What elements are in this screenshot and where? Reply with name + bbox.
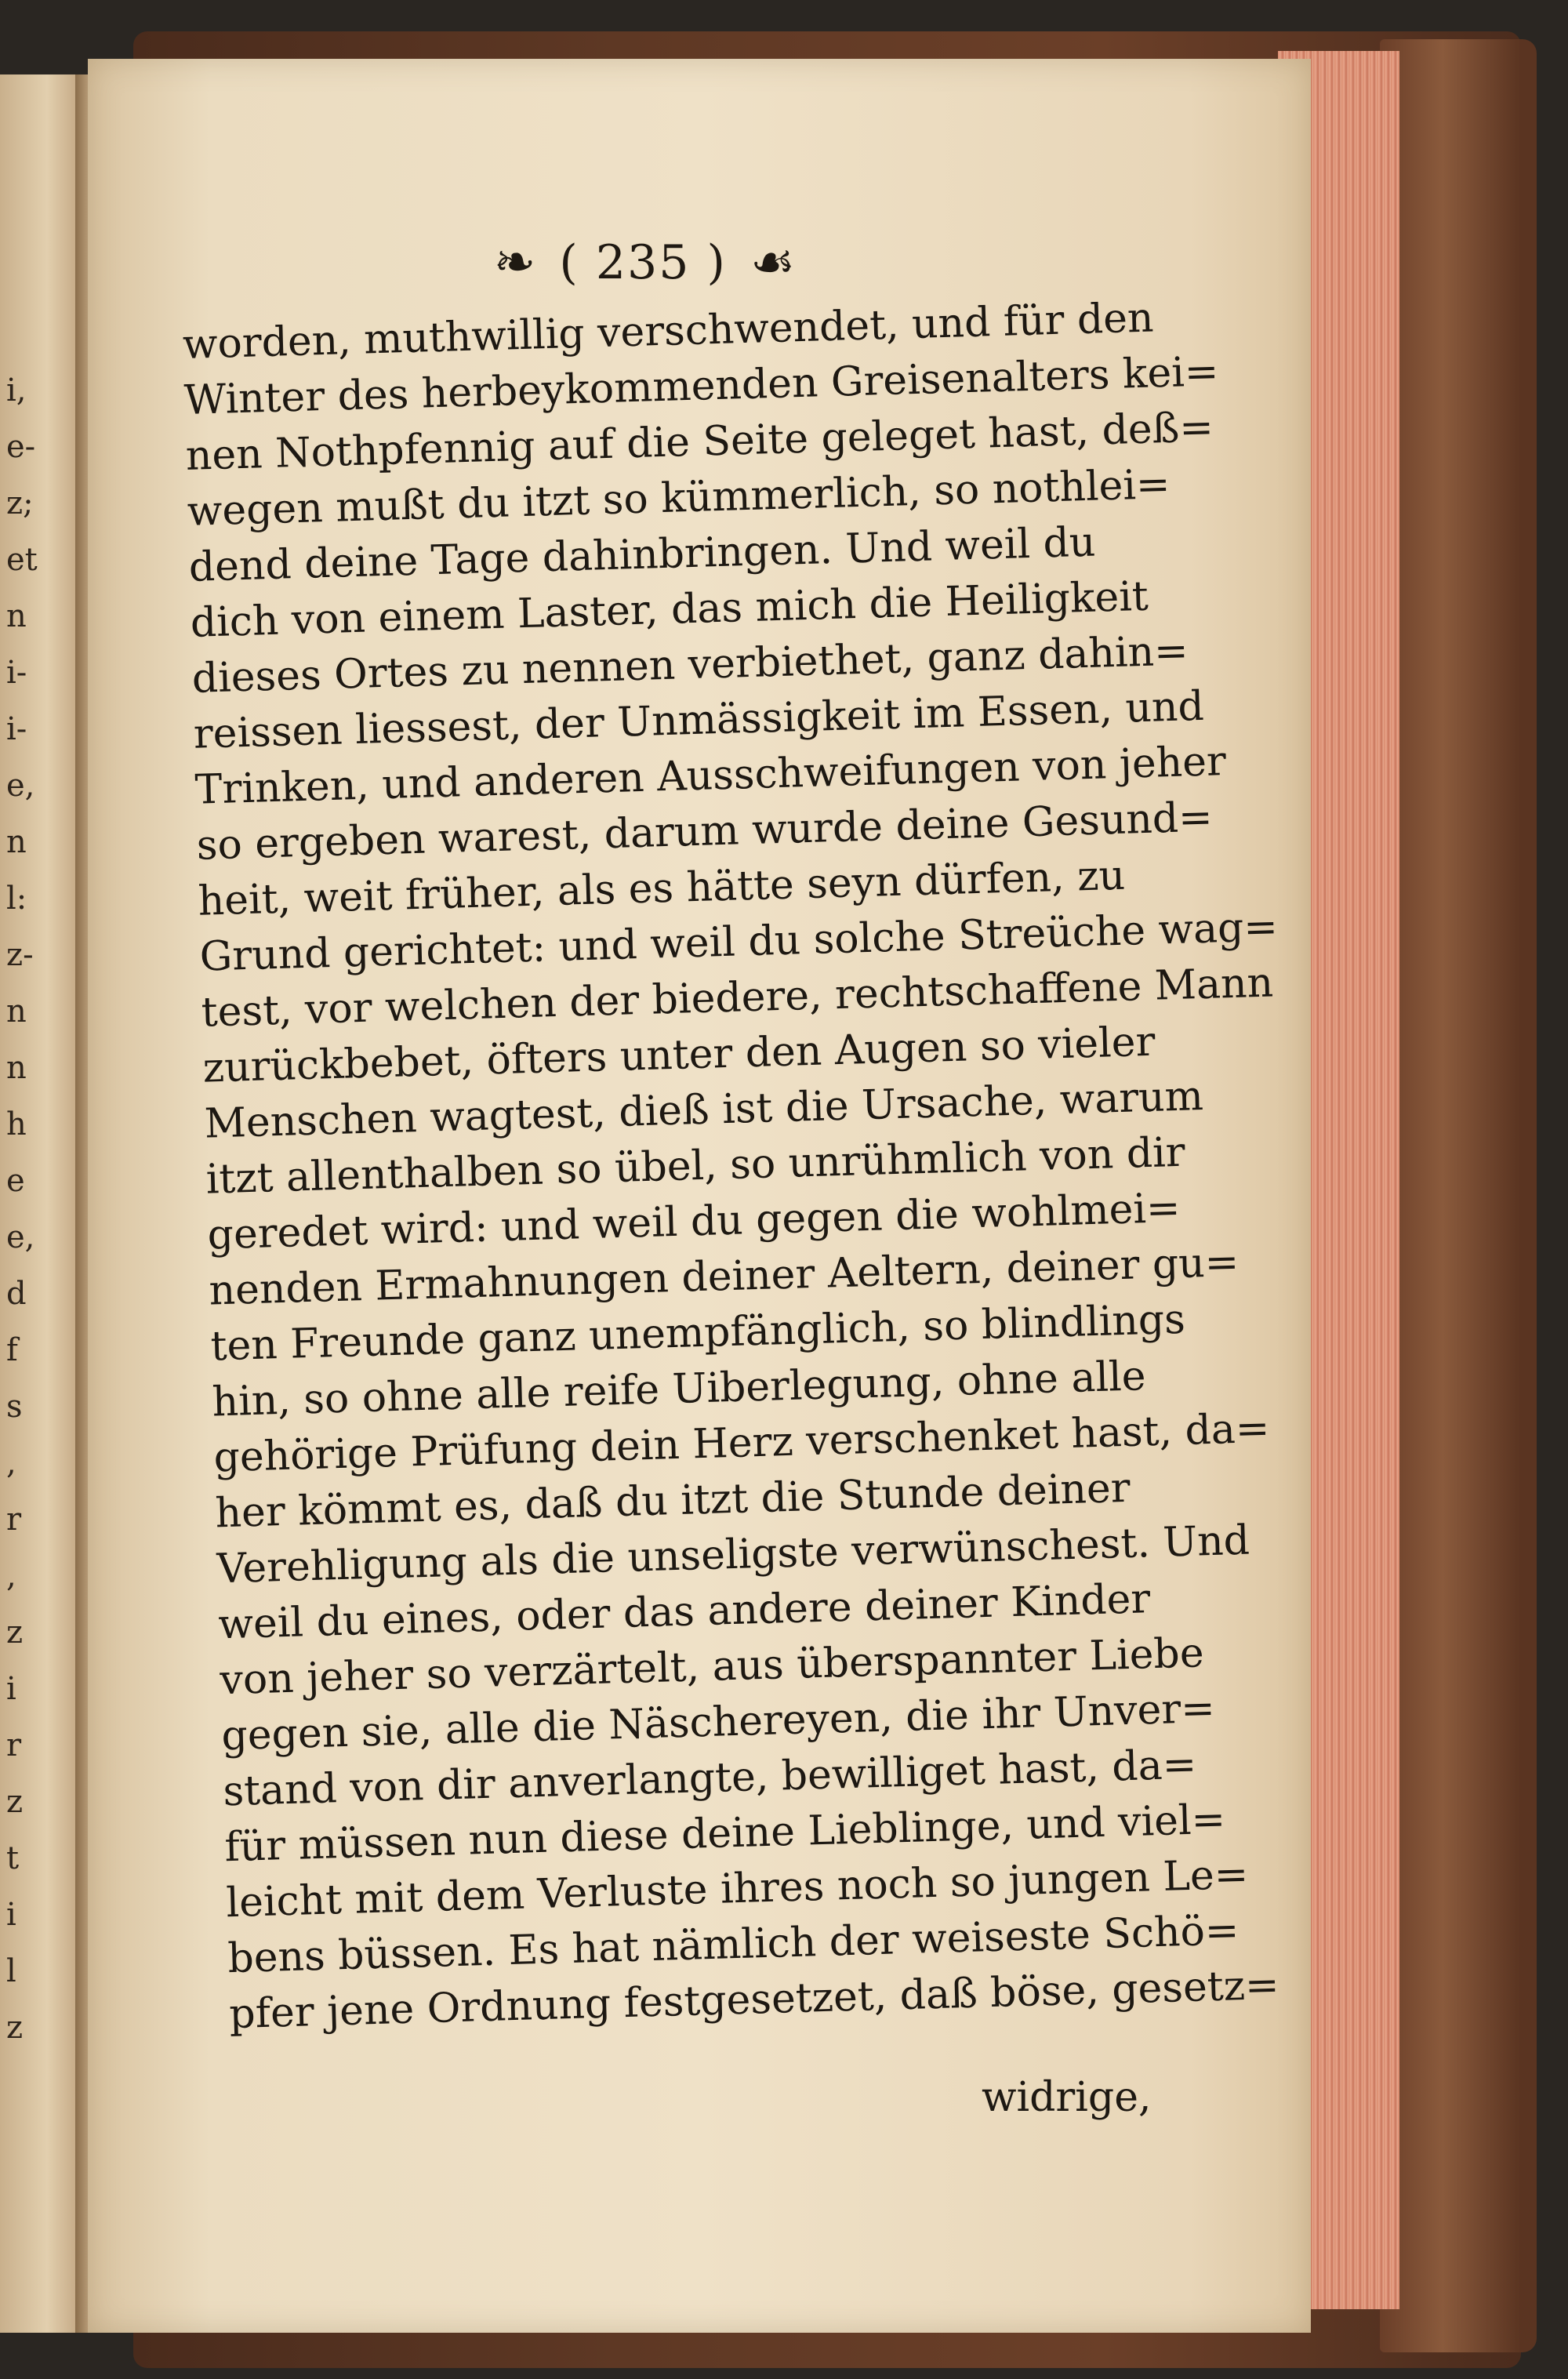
margin-fragment: e- (6, 429, 36, 465)
margin-fragment: z (6, 2010, 24, 2046)
margin-fragment: n (6, 993, 27, 1030)
left-page-fragment (0, 74, 81, 2333)
book-spine-edge (1380, 39, 1537, 2352)
text-line: heit, weit früher, als es hätte seyn dürfen, zu (197, 852, 1126, 925)
text-line: zurückbebet, öfters unter den Augen so vieler (201, 1018, 1156, 1092)
margin-fragment: h (6, 1106, 27, 1142)
margin-fragment: et (6, 542, 38, 578)
margin-fragment: z (6, 1614, 24, 1651)
text-line: her kömmt es, daß du itzt die Stunde deiner (214, 1464, 1131, 1538)
margin-fragment: z; (6, 485, 34, 521)
text-line: pfer jene Ordnung festgesetzet, daß böse, gesetz= (228, 1961, 1280, 2039)
margin-fragment: i- (6, 655, 27, 691)
text-line: von jeher so verzärtelt, aus überspannter Liebe (219, 1629, 1205, 1705)
margin-fragment: , (6, 1558, 16, 1594)
text-line: so ergeben warest, darum wurde deine Gesund= (195, 794, 1214, 870)
right-page (88, 59, 1311, 2333)
margin-fragment: r (6, 1727, 22, 1763)
margin-fragment: l: (6, 881, 27, 917)
text-line: hin, so ohne alle reife Uiberlegung, ohne alle (211, 1353, 1147, 1426)
text-line: Grund gerichtet: und weil du solche Streüche wag= (198, 903, 1279, 981)
right-ornament-icon: ☙ (750, 234, 796, 292)
text-line: Winter des herbeykommenden Greisenalters kei= (183, 348, 1220, 424)
margin-fragment: z (6, 1784, 24, 1820)
text-line: leicht mit dem Verluste ihres noch so jungen Le= (225, 1851, 1250, 1927)
text-line: dend deine Tage dahinbringen. Und weil du (188, 518, 1097, 591)
margin-fragment: i, (6, 372, 27, 409)
margin-fragment: i (6, 1897, 16, 1933)
text-line: geredet wird: und weil du gegen die wohlmei= (206, 1184, 1181, 1259)
left-ornament-icon: ❧ (493, 234, 536, 292)
text-line: nen Nothpfennig auf die Seite geleget hast, deß= (185, 404, 1214, 480)
margin-fragment: d (6, 1276, 27, 1312)
text-line: gehörige Prüfung dein Herz verschenket hast, da= (212, 1404, 1271, 1482)
page-body-text (182, 289, 1280, 2043)
margin-fragment: e, (6, 1219, 35, 1255)
margin-fragment: , (6, 1445, 16, 1481)
text-line: dieses Ortes zu nennen verbiethet, ganz dahin= (191, 627, 1189, 703)
margin-fragment: z- (6, 937, 34, 973)
text-line: Verehligung als die unseligste verwünschest. Und (216, 1516, 1250, 1593)
text-line: wegen mußt du itzt so kümmerlich, so nothlei= (187, 460, 1171, 536)
margin-fragment: r (6, 1502, 22, 1538)
margin-fragment: i (6, 1671, 16, 1707)
text-line: stand von dir anverlangte, bewilliget hast, da= (222, 1741, 1197, 1816)
text-line: gegen sie, alle die Näschereyen, die ihr Unver= (220, 1684, 1216, 1760)
page-number: ( 235 ) (559, 235, 727, 290)
text-line: Menschen wagtest, dieß ist die Ursache, warum (203, 1073, 1204, 1148)
page-header (425, 227, 864, 298)
left-page-margin-text (6, 372, 69, 2176)
text-line: weil du eines, oder das andere deiner Kinder (217, 1575, 1151, 1649)
text-line: worden, muthwillig verschwendet, und für den (182, 294, 1155, 369)
text-line: ten Freunde ganz unempfänglich, so blindlings (209, 1295, 1186, 1371)
text-line: bens büssen. Es hat nämlich der weiseste Schö= (227, 1907, 1240, 1983)
margin-fragment: n (6, 1050, 27, 1086)
text-line: Trinken, und anderen Ausschweifungen von jeher (194, 738, 1227, 814)
catchword: widrige, (982, 2074, 1152, 2121)
margin-fragment: t (6, 1840, 20, 1876)
margin-fragment: n (6, 824, 27, 860)
margin-fragment: n (6, 598, 27, 634)
text-line: test, vor welchen der biedere, rechtschaffene Mann (200, 959, 1274, 1037)
margin-fragment: i- (6, 711, 27, 747)
margin-fragment: f (6, 1332, 18, 1368)
text-line: für müssen nun diese deine Lieblinge, und viel= (223, 1796, 1226, 1872)
margin-fragment: s (6, 1389, 23, 1425)
text-line: dich von einem Laster, das mich die Heiligkeit (190, 572, 1149, 647)
margin-fragment: l (6, 1953, 16, 1989)
text-line: reissen liessest, der Unmässigkeit im Essen, und (193, 682, 1205, 758)
margin-fragment: e (6, 1163, 25, 1199)
margin-fragment: e, (6, 768, 35, 804)
text-line: nenden Ermahnungen deiner Aeltern, deiner gu= (208, 1238, 1240, 1315)
text-line: itzt allenthalben so übel, so unrühmlich von dir (205, 1128, 1186, 1204)
